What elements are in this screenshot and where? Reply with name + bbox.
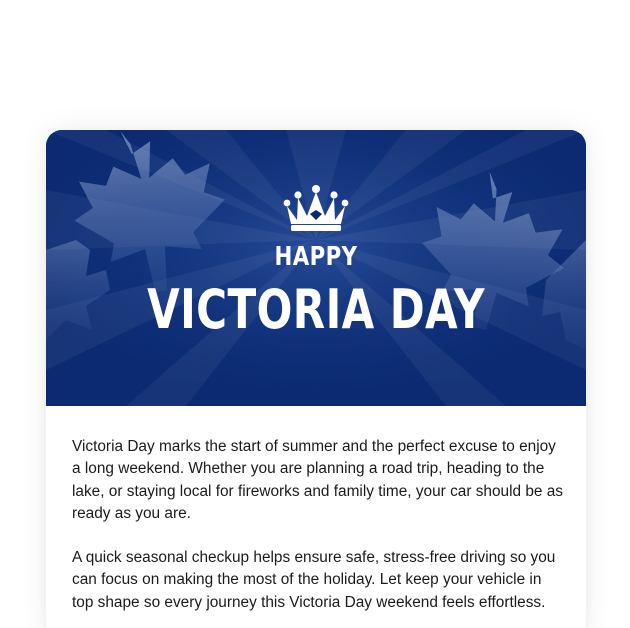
banner-greeting: HAPPY xyxy=(274,242,358,272)
email-body xyxy=(72,436,564,628)
email-card xyxy=(46,130,586,628)
body-paragraph: Victoria Day marks the start of summer and the perfect excuse to enjoy a long weekend. Whether you are planning a road trip, heading to the lake, or staying local for fireworks and family time, your car should be as ready as you are. xyxy=(72,438,563,522)
banner-title: VICTORIA DAY xyxy=(147,278,485,341)
crown-icon xyxy=(283,184,349,232)
holiday-banner xyxy=(46,130,586,406)
body-paragraph: A quick seasonal checkup helps ensure safe, stress-free driving so you can focus on making the most of the holiday. Let keep your vehicle in top shape so every journey this Victoria Day weekend feels effortless. xyxy=(72,549,556,611)
